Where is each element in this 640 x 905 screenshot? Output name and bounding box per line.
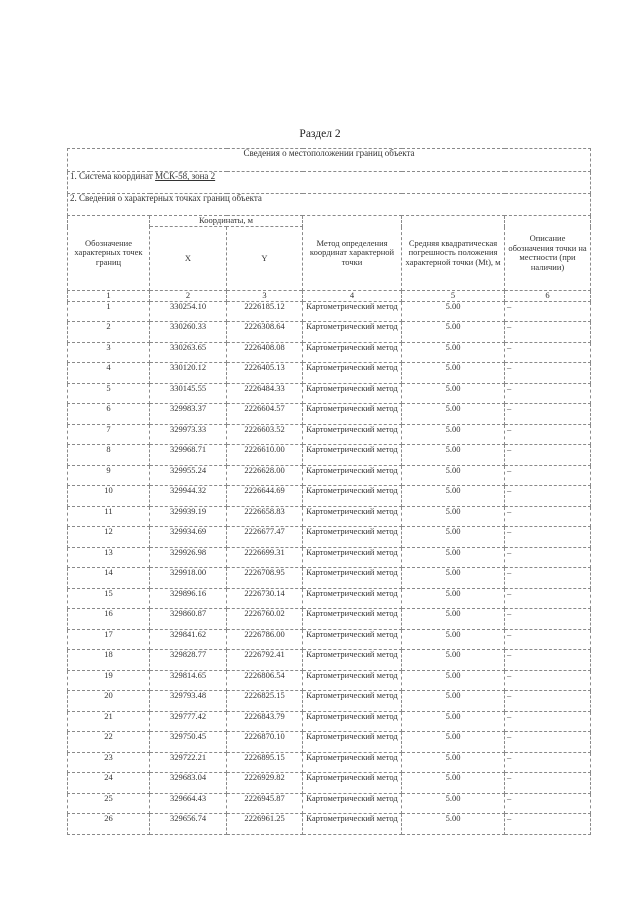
description-cell: –: [505, 588, 591, 609]
column-number: 6: [505, 291, 591, 302]
description-cell: –: [505, 363, 591, 384]
coord-x: 330263.65: [150, 342, 227, 363]
column-numbers-row: [68, 291, 591, 302]
point-number: 1: [68, 301, 150, 322]
point-number: 6: [68, 404, 150, 425]
description-cell: –: [505, 465, 591, 486]
table-row: [68, 424, 591, 445]
header-y: Y: [227, 227, 303, 291]
description-cell: –: [505, 773, 591, 794]
coord-x: 329896.16: [150, 588, 227, 609]
description-cell: –: [505, 650, 591, 671]
coord-x: 329722.21: [150, 752, 227, 773]
coord-y: 2226628.00: [227, 465, 303, 486]
description-cell: –: [505, 752, 591, 773]
table-row: [68, 342, 591, 363]
coord-x: 329955.24: [150, 465, 227, 486]
points-heading-row: [68, 194, 591, 216]
coord-y: 2226929.82: [227, 773, 303, 794]
accuracy-cell: 5.00: [402, 732, 505, 753]
point-number: 21: [68, 711, 150, 732]
column-number: 2: [150, 291, 227, 302]
coord-x: 329683.04: [150, 773, 227, 794]
description-cell: –: [505, 506, 591, 527]
boundary-points-table: [67, 148, 591, 835]
coord-x: 329777.42: [150, 711, 227, 732]
point-number: 24: [68, 773, 150, 794]
header-row-1: [68, 216, 591, 227]
header-description: Описание обозначения точки на местности (при наличии): [505, 216, 591, 291]
method-cell: Картометрический метод: [303, 568, 402, 589]
description-cell: –: [505, 711, 591, 732]
point-number: 19: [68, 670, 150, 691]
table-row: [68, 486, 591, 507]
point-number: 10: [68, 486, 150, 507]
coord-y: 2226644.69: [227, 486, 303, 507]
coord-x: 329934.69: [150, 527, 227, 548]
description-cell: –: [505, 486, 591, 507]
accuracy-cell: 5.00: [402, 814, 505, 835]
point-number: 18: [68, 650, 150, 671]
method-cell: Картометрический метод: [303, 342, 402, 363]
coord-x: 329814.65: [150, 670, 227, 691]
accuracy-cell: 5.00: [402, 363, 505, 384]
table-row: [68, 568, 591, 589]
table-row: [68, 445, 591, 466]
point-number: 17: [68, 629, 150, 650]
coord-y: 2226792.41: [227, 650, 303, 671]
coord-y: 2226603.52: [227, 424, 303, 445]
accuracy-cell: 5.00: [402, 527, 505, 548]
description-cell: –: [505, 424, 591, 445]
coord-x: 329968.71: [150, 445, 227, 466]
method-cell: Картометрический метод: [303, 793, 402, 814]
point-number: 25: [68, 793, 150, 814]
method-cell: Картометрический метод: [303, 691, 402, 712]
accuracy-cell: 5.00: [402, 711, 505, 732]
method-cell: Картометрический метод: [303, 547, 402, 568]
accuracy-cell: 5.00: [402, 445, 505, 466]
table-row: [68, 588, 591, 609]
method-cell: Картометрический метод: [303, 301, 402, 322]
coord-system-cell: [68, 172, 591, 194]
point-number: 16: [68, 609, 150, 630]
method-cell: Картометрический метод: [303, 629, 402, 650]
coord-y: 2226825.15: [227, 691, 303, 712]
point-number: 23: [68, 752, 150, 773]
point-number: 8: [68, 445, 150, 466]
method-cell: Картометрический метод: [303, 322, 402, 343]
point-number: 7: [68, 424, 150, 445]
coord-y: 2226484.33: [227, 383, 303, 404]
point-number: 12: [68, 527, 150, 548]
coord-y: 2226870.10: [227, 732, 303, 753]
header-accuracy: Средняя квадратическая погрешность положения характерной точки (Mt), м: [402, 216, 505, 291]
accuracy-cell: 5.00: [402, 506, 505, 527]
table-row: [68, 670, 591, 691]
accuracy-cell: 5.00: [402, 342, 505, 363]
column-number: 3: [227, 291, 303, 302]
point-number: 4: [68, 363, 150, 384]
description-cell: –: [505, 691, 591, 712]
accuracy-cell: 5.00: [402, 650, 505, 671]
table-row: [68, 814, 591, 835]
header-x: X: [150, 227, 227, 291]
coord-y: 2226185.12: [227, 301, 303, 322]
method-cell: Картометрический метод: [303, 650, 402, 671]
point-number: 26: [68, 814, 150, 835]
coord-y: 2226677.47: [227, 527, 303, 548]
coord-y: 2226945.87: [227, 793, 303, 814]
table-row: [68, 773, 591, 794]
coord-y: 2226895.15: [227, 752, 303, 773]
method-cell: Картометрический метод: [303, 711, 402, 732]
method-cell: Картометрический метод: [303, 732, 402, 753]
table-row: [68, 609, 591, 630]
coord-y: 2226843.79: [227, 711, 303, 732]
point-number: 20: [68, 691, 150, 712]
method-cell: Картометрический метод: [303, 383, 402, 404]
point-number: 9: [68, 465, 150, 486]
table-row: [68, 650, 591, 671]
coord-y: 2226806.54: [227, 670, 303, 691]
accuracy-cell: 5.00: [402, 670, 505, 691]
table-row: [68, 629, 591, 650]
description-cell: –: [505, 547, 591, 568]
coord-x: 329828.77: [150, 650, 227, 671]
accuracy-cell: 5.00: [402, 568, 505, 589]
coord-x: 329750.45: [150, 732, 227, 753]
column-number: 5: [402, 291, 505, 302]
table-row: [68, 506, 591, 527]
coord-y: 2226308.64: [227, 322, 303, 343]
coord-x: 329664.43: [150, 793, 227, 814]
table-row: [68, 527, 591, 548]
method-cell: Картометрический метод: [303, 486, 402, 507]
method-cell: Картометрический метод: [303, 752, 402, 773]
description-cell: –: [505, 670, 591, 691]
coord-y: 2226405.13: [227, 363, 303, 384]
accuracy-cell: 5.00: [402, 691, 505, 712]
accuracy-cell: 5.00: [402, 629, 505, 650]
accuracy-cell: 5.00: [402, 424, 505, 445]
coord-y: 2226961.25: [227, 814, 303, 835]
accuracy-cell: 5.00: [402, 588, 505, 609]
coord-system-value: МСК-58, зона 2: [155, 171, 216, 181]
description-cell: –: [505, 383, 591, 404]
accuracy-cell: 5.00: [402, 609, 505, 630]
header-method: Метод определения координат характерной точки: [303, 216, 402, 291]
accuracy-cell: 5.00: [402, 752, 505, 773]
coord-x: 330120.12: [150, 363, 227, 384]
method-cell: Картометрический метод: [303, 363, 402, 384]
coord-x: 330260.33: [150, 322, 227, 343]
method-cell: Картометрический метод: [303, 424, 402, 445]
description-cell: –: [505, 629, 591, 650]
table-row: [68, 383, 591, 404]
accuracy-cell: 5.00: [402, 547, 505, 568]
table-row: [68, 711, 591, 732]
coord-x: 330254.10: [150, 301, 227, 322]
coord-y: 2226610.00: [227, 445, 303, 466]
accuracy-cell: 5.00: [402, 404, 505, 425]
accuracy-cell: 5.00: [402, 465, 505, 486]
method-cell: Картометрический метод: [303, 814, 402, 835]
coord-x: 329926.98: [150, 547, 227, 568]
point-number: 15: [68, 588, 150, 609]
point-number: 13: [68, 547, 150, 568]
method-cell: Картометрический метод: [303, 506, 402, 527]
accuracy-cell: 5.00: [402, 486, 505, 507]
method-cell: Картометрический метод: [303, 773, 402, 794]
coord-y: 2226658.83: [227, 506, 303, 527]
description-cell: –: [505, 609, 591, 630]
coord-system-row: [68, 172, 591, 194]
column-number: 4: [303, 291, 402, 302]
coord-x: 329939.19: [150, 506, 227, 527]
description-cell: –: [505, 568, 591, 589]
coord-x: 329944.32: [150, 486, 227, 507]
table-row: [68, 752, 591, 773]
method-cell: Картометрический метод: [303, 609, 402, 630]
point-number: 11: [68, 506, 150, 527]
coord-y: 2226408.08: [227, 342, 303, 363]
description-cell: –: [505, 814, 591, 835]
table-row: [68, 322, 591, 343]
section-title: Раздел 2: [299, 128, 341, 140]
coord-system-prefix: 1. Система координат: [70, 171, 156, 181]
column-number: 1: [68, 291, 150, 302]
coord-x: 329656.74: [150, 814, 227, 835]
point-number: 2: [68, 322, 150, 343]
point-number: 3: [68, 342, 150, 363]
accuracy-cell: 5.00: [402, 773, 505, 794]
header-point: Обозначение характерных точек границ: [68, 216, 150, 291]
description-cell: –: [505, 445, 591, 466]
coord-x: 329973.33: [150, 424, 227, 445]
coord-y: 2226604.57: [227, 404, 303, 425]
point-number: 14: [68, 568, 150, 589]
description-cell: –: [505, 793, 591, 814]
description-cell: –: [505, 342, 591, 363]
table-row: [68, 465, 591, 486]
point-number: 5: [68, 383, 150, 404]
coord-y: 2226699.31: [227, 547, 303, 568]
coord-x: 329793.48: [150, 691, 227, 712]
coord-y: 2226730.14: [227, 588, 303, 609]
coord-x: 330145.55: [150, 383, 227, 404]
coord-y: 2226708.95: [227, 568, 303, 589]
description-cell: –: [505, 322, 591, 343]
table-title: Сведения о местоположении границ объекта: [68, 149, 591, 172]
accuracy-cell: 5.00: [402, 383, 505, 404]
coord-x: 329860.87: [150, 609, 227, 630]
method-cell: Картометрический метод: [303, 588, 402, 609]
accuracy-cell: 5.00: [402, 301, 505, 322]
description-cell: –: [505, 404, 591, 425]
accuracy-cell: 5.00: [402, 322, 505, 343]
table-row: [68, 793, 591, 814]
header-coordinates: Координаты, м: [150, 216, 303, 227]
table-row: [68, 404, 591, 425]
coord-y: 2226760.02: [227, 609, 303, 630]
method-cell: Картометрический метод: [303, 670, 402, 691]
description-cell: –: [505, 301, 591, 322]
description-cell: –: [505, 732, 591, 753]
coord-y: 2226786.00: [227, 629, 303, 650]
table-row: [68, 547, 591, 568]
accuracy-cell: 5.00: [402, 793, 505, 814]
table-row: [68, 363, 591, 384]
table-row: [68, 691, 591, 712]
table-row: [68, 301, 591, 322]
method-cell: Картометрический метод: [303, 527, 402, 548]
table-row: [68, 732, 591, 753]
method-cell: Картометрический метод: [303, 404, 402, 425]
description-cell: –: [505, 527, 591, 548]
point-number: 22: [68, 732, 150, 753]
table-title-row: [68, 149, 591, 172]
method-cell: Картометрический метод: [303, 445, 402, 466]
points-heading: 2. Сведения о характерных точках границ объекта: [68, 194, 591, 216]
coord-x: 329918.00: [150, 568, 227, 589]
coord-x: 329841.62: [150, 629, 227, 650]
method-cell: Картометрический метод: [303, 465, 402, 486]
coord-x: 329983.37: [150, 404, 227, 425]
